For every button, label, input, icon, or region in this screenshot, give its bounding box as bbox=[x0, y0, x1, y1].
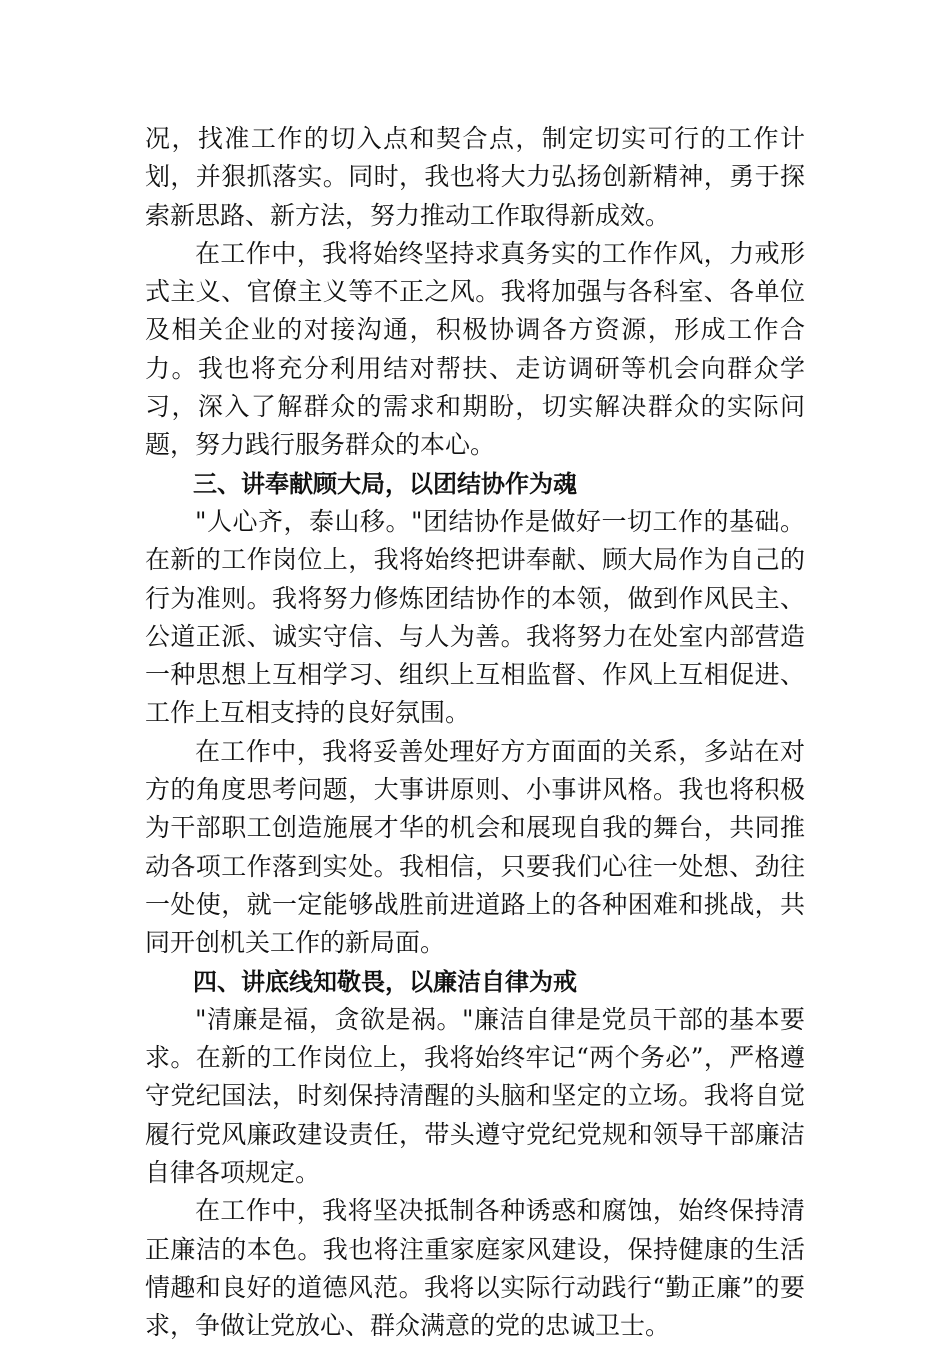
body-paragraph: 在工作中，我将始终坚持求真务实的工作作风，力戒形式主义、官僚主义等不正之风。我将加强与各科室、各单位及相关企业的对接沟通，积极协调各方资源，形成工作合力。我也将充分利用结对帮扶、走访调研等机会向群众学习，深入了解群众的需求和期盼，切实解决群众的实际问题，努力践行服务群众的本心。 bbox=[145, 238, 805, 460]
continuation-paragraph: 况，找准工作的切入点和契合点，制定切实可行的工作计划，并狠抓落实。同时，我也将大力弘扬创新精神，勇于探索新思路、新方法，努力推动工作取得新成效。 bbox=[145, 124, 805, 230]
body-paragraph: "清廉是福，贪欲是祸。"廉洁自律是党员干部的基本要求。在新的工作岗位上，我将始终牢记“两个务必”，严格遵守党纪国法，时刻保持清醒的头脑和坚定的立场。我将自觉履行党风廉政建设责任，带头遵守党纪党规和领导干部廉洁自律各项规定。 bbox=[145, 1004, 805, 1188]
document-page bbox=[145, 120, 805, 1346]
section-heading-3: 三、讲奉献顾大局，以团结协作为魂 bbox=[193, 469, 577, 498]
body-paragraph: 在工作中，我将坚决抵制各种诱惑和腐蚀，始终保持清正廉洁的本色。我也将注重家庭家风建设，保持健康的生活情趣和良好的道德风范。我将以实际行动践行“勤正廉”的要求，争做让党放心、群众满意的党的忠诚卫士。 bbox=[145, 1196, 805, 1341]
section-heading-4: 四、讲底线知敬畏，以廉洁自律为戒 bbox=[193, 967, 577, 996]
body-paragraph: "人心齐，泰山移。"团结协作是做好一切工作的基础。在新的工作岗位上，我将始终把讲奉献、顾大局作为自己的行为准则。我将努力修炼团结协作的本领，做到作风民主、公道正派、诚实守信、与人为善。我将努力在处室内部营造一种思想上互相学习、组织上互相监督、作风上互相促进、工作上互相支持的良好氛围。 bbox=[145, 506, 805, 728]
body-paragraph: 在工作中，我将妥善处理好方方面面的关系，多站在对方的角度思考问题，大事讲原则、小事讲风格。我也将积极为干部职工创造施展才华的机会和展现自我的舞台，共同推动各项工作落到实处。我相信，只要我们心往一处想、劲往一处使，就一定能够战胜前进道路上的各种困难和挑战，共同开创机关工作的新局面。 bbox=[145, 736, 805, 958]
